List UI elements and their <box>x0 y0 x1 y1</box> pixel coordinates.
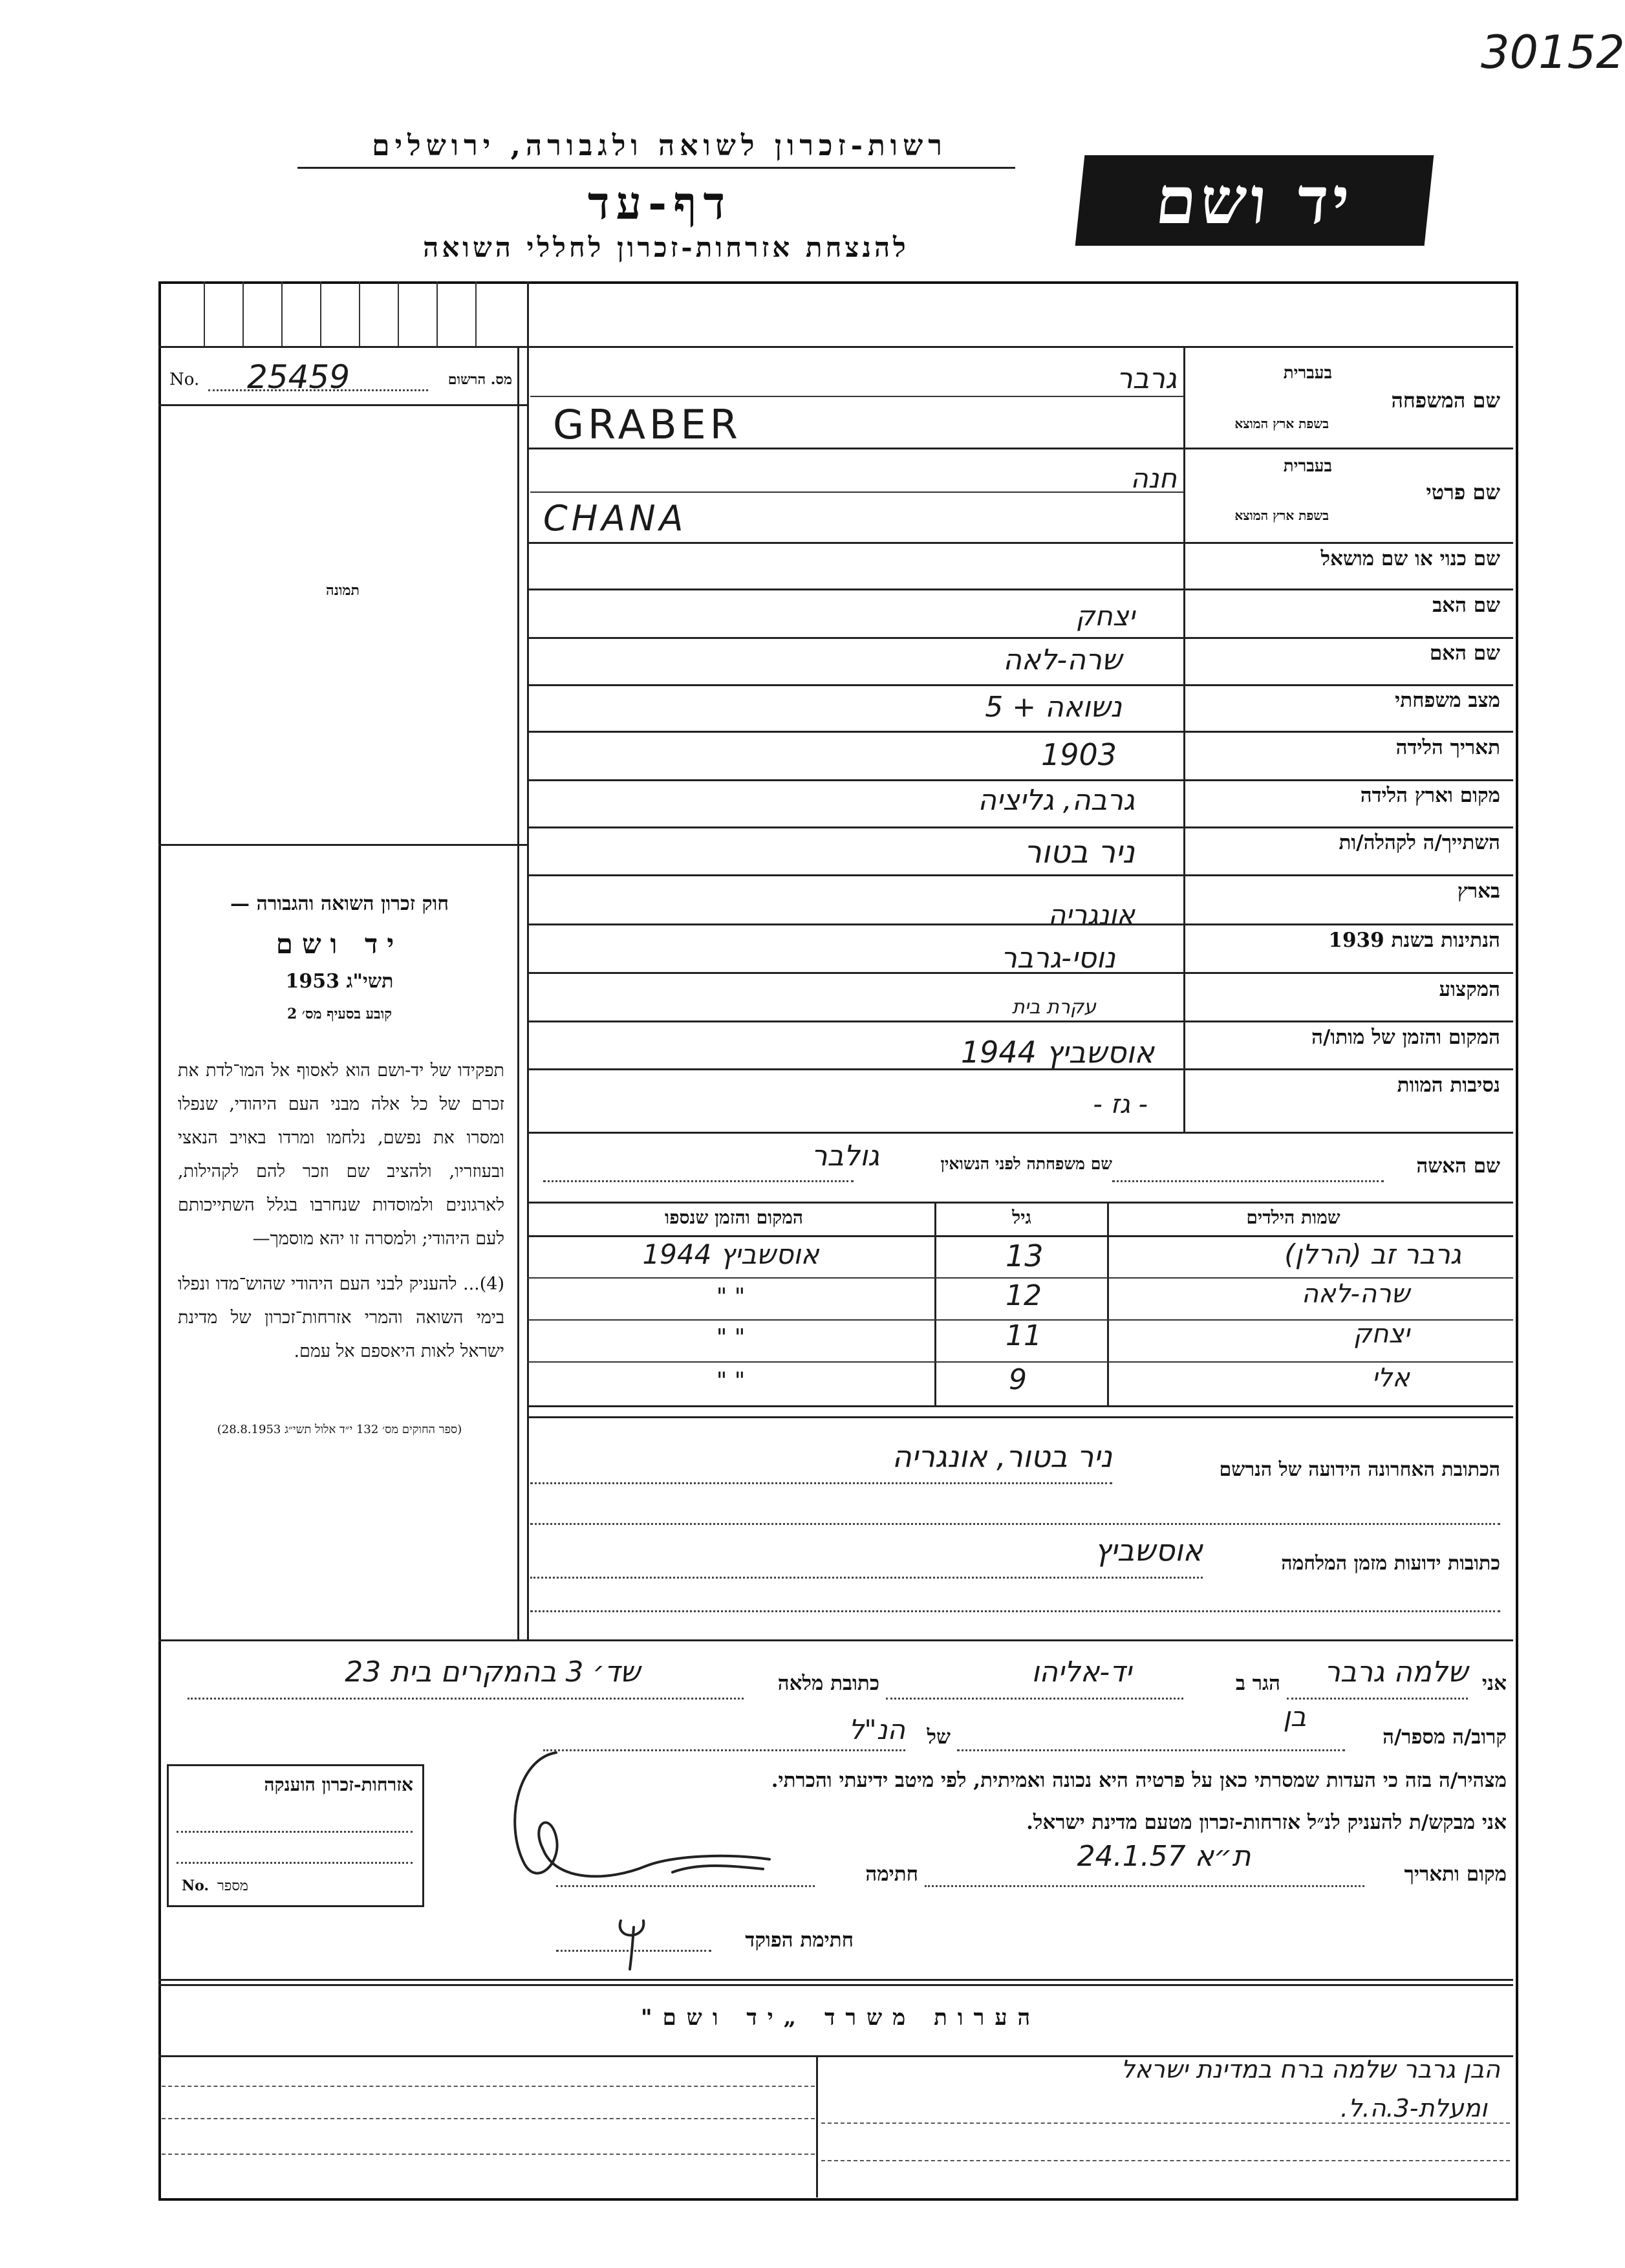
relative-value: בן <box>1283 1701 1306 1733</box>
family-name-sub-hebrew: בעברית <box>1283 363 1332 383</box>
form-title: דף-עד <box>587 176 732 230</box>
yad-vashem-logo <box>1075 155 1434 246</box>
authority-underline <box>297 167 1015 169</box>
family-name-sub-origin: בשפת ארץ המוצא <box>1234 416 1329 431</box>
logo-text: יד ושם <box>1152 162 1357 239</box>
form-subtitle: להנצחת אזרחות-זכרון לחללי השואה <box>423 232 909 263</box>
office-title: הערות משרד „יד ושם" <box>640 2005 1041 2031</box>
declaration-text-2: אני מבקש/ת להעניק לנ״ל אזרחות-זכרון מטעם מדינת ישראל. <box>1026 1811 1507 1834</box>
officer-signature <box>608 1901 660 1972</box>
row-line <box>527 1021 1513 1022</box>
declarant-name: שלמה גרבר <box>1324 1656 1468 1689</box>
first-name-bottom-line <box>527 542 1513 544</box>
registration-number-line <box>169 358 512 401</box>
reg-no-label: מס. הרשום <box>447 371 512 388</box>
reg-no-dots <box>208 389 428 391</box>
place-date-value: ת״א 24.1.57 <box>1077 1840 1251 1873</box>
wife-name-dots <box>1112 1180 1384 1182</box>
row-value-birthplace: גרבה, גליציה <box>978 784 1135 817</box>
strip-box-divider <box>398 281 399 346</box>
photo-top-line <box>158 404 527 406</box>
address-dots <box>188 1698 744 1700</box>
wife-maiden-label: שם משפחתה לפני הנשואין <box>940 1154 1112 1173</box>
wife-label: שם האשה <box>1416 1154 1500 1178</box>
row-value-profession: עקרת בית <box>1011 996 1096 1019</box>
row-line <box>527 779 1513 781</box>
left-panel-divider-inner <box>517 346 519 1639</box>
row-value-mother: שרה-לאה <box>1003 643 1122 676</box>
child-row-2-age: 12 <box>1006 1279 1042 1312</box>
last-address-value: ניר בטור, אונגריה <box>892 1439 1112 1474</box>
row-label-citizenship: הנתינות בשנת 1939 <box>1328 929 1500 952</box>
war-address-dots-2 <box>530 1610 1500 1612</box>
children-table-bottom-2 <box>527 1416 1513 1418</box>
place-date-label: מקום ותאריך <box>1404 1863 1507 1886</box>
row-label-country: בארץ <box>1457 880 1500 903</box>
children-header-line <box>527 1235 1513 1237</box>
last-address-dots-2 <box>530 1523 1500 1525</box>
row-value-death: אוסשביץ 1944 <box>960 1035 1154 1070</box>
children-table-bottom <box>527 1405 1513 1407</box>
label-column-divider <box>1183 346 1185 1132</box>
strip-box-divider <box>475 281 477 346</box>
row-label-father: שם האב <box>1432 594 1500 617</box>
declarant-ani-label: אני <box>1481 1672 1507 1695</box>
memorial-box-number-prefix: No. <box>182 1877 210 1894</box>
war-address-label: כתובות ידועות מזמן המלחמה <box>1281 1552 1500 1575</box>
wife-maiden-dots <box>543 1180 854 1182</box>
family-name-bottom-line <box>527 448 1513 449</box>
child-row-4-age: 9 <box>1009 1363 1027 1396</box>
law-section: קובע בסעיף מס׳ 2 <box>286 1006 393 1022</box>
child-row-4-place: " " <box>716 1368 746 1394</box>
lives-value: יד-אליהו <box>1031 1656 1132 1689</box>
signature-label: חתימה <box>865 1863 918 1886</box>
row-label-mother: שם האם <box>1429 642 1500 665</box>
office-note-1: הבן גרבר שלמה ברח במדינת ישראל <box>1121 2055 1500 2084</box>
family-name-hebrew: גרבר <box>1116 362 1177 395</box>
office-top-line-2 <box>158 1984 1513 1986</box>
office-row-line <box>162 2118 815 2119</box>
child-row-3-name: יצחק <box>1353 1319 1410 1349</box>
first-name-mid-line <box>530 491 1183 493</box>
first-name-label: שם פרטי <box>1426 480 1500 504</box>
children-col-divider <box>1107 1202 1109 1405</box>
office-row-line <box>162 2086 815 2087</box>
child-row-1-age: 13 <box>1006 1238 1044 1273</box>
row-label-birthplace: מקום וארץ הלידה <box>1360 784 1500 807</box>
reg-no-value: 25459 <box>247 358 350 396</box>
children-col-divider <box>934 1202 936 1405</box>
strip-box-divider <box>204 281 205 346</box>
top-strip-line <box>158 346 1513 348</box>
relative-label: קרוב/ה מספר/ה <box>1383 1725 1507 1749</box>
strip-box-divider <box>281 281 283 346</box>
family-name-label: שם המשפחה <box>1391 388 1500 413</box>
office-top-line <box>158 1979 1513 1981</box>
officer-signature-label: חתימת הפוקד <box>745 1928 854 1952</box>
law-paragraph-1: תפקידו של יד-ושם הוא לאסוף אל המו־לדת את זכרם של כל אלה מבני העם היהודי, שנפלו ומסרו את נפשם, נלחמו ומרדו באויב הנאצי ובעוזריו, ולהציב שם וזכר להם לקהילות, לארגונים ולמוסדות שנחרבו בגלל השתייכותם לעם היהודי; ולמסרה זו יהא מוסמך— <box>178 1061 504 1249</box>
children-table-top <box>527 1202 1513 1204</box>
strip-box-divider <box>242 281 244 346</box>
children-col-place: המקום והזמן שנספו <box>665 1207 803 1228</box>
children-col-names: שמות הילדים <box>1246 1207 1340 1228</box>
row-line <box>527 684 1513 686</box>
authority-line: רשות-זכרון לשואה ולגבורה, ירושלים <box>372 129 947 162</box>
corner-number: 30152 <box>1481 26 1625 79</box>
row-value-father: יצחק <box>1075 600 1135 632</box>
family-name-latin: GRABER <box>553 401 742 448</box>
of-value: הנ"ל <box>848 1714 905 1745</box>
children-row-line <box>527 1361 1513 1363</box>
row-line <box>527 731 1513 733</box>
photo-label: תמונה <box>326 582 360 599</box>
row-value-birthdate: 1903 <box>1041 737 1117 772</box>
memorial-box-title: אזרחות-זכרון הוענקה <box>264 1774 413 1795</box>
war-address-value: אוסשביץ <box>1094 1533 1203 1568</box>
reg-no-prefix: No. <box>169 370 200 389</box>
first-name-latin: CHANA <box>543 498 687 539</box>
law-title: חוק זכרון השואה והגבורה — <box>230 892 449 915</box>
row-label-nickname: שם כנוי או שם מושאל <box>1320 547 1500 570</box>
law-paragraph-2: (4)... להעניק לבני העם היהודי שהוש־מדו ונפלו בימי השואה והמרי אזרחות־זכרון של מדינת ישראל לאות היאספם אל עמם. <box>178 1274 504 1361</box>
declarant-name-dots <box>1287 1698 1468 1700</box>
strip-box-divider <box>359 281 360 346</box>
row-line <box>527 1068 1513 1070</box>
row-value-circumstances: - גז - <box>1093 1090 1148 1119</box>
law-footnote: (ספר החוקים מס׳ 132 י״ד אלול תשי״ג 28.8.1953) <box>217 1423 462 1436</box>
row-label-birthdate: תאריך הלידה <box>1395 736 1500 759</box>
row-line <box>527 1132 1513 1134</box>
child-row-2-name: שרה-לאה <box>1301 1279 1410 1309</box>
child-row-1-place: אוסשביץ 1944 <box>642 1238 819 1270</box>
family-name-mid-line <box>530 396 1183 397</box>
memorial-box-dots <box>177 1831 413 1833</box>
row-line <box>527 923 1513 925</box>
child-row-4-name: אלי <box>1372 1363 1410 1393</box>
address-label: כתובת מלאה <box>777 1672 879 1695</box>
row-label-marital: מצב משפחתי <box>1395 689 1500 712</box>
wife-maiden-value: גולבר <box>811 1139 879 1172</box>
law-name: יד ושם <box>275 928 404 960</box>
office-row-line <box>162 2154 815 2155</box>
child-row-2-place: " " <box>716 1284 746 1310</box>
strip-box-divider <box>320 281 321 346</box>
row-label-circumstances: נסיבות המוות <box>1397 1074 1500 1097</box>
row-line <box>527 589 1513 590</box>
left-panel-divider <box>527 281 529 1639</box>
row-label-community: השתייך/ה לקהלה/ות <box>1339 831 1500 854</box>
child-row-3-age: 11 <box>1006 1319 1042 1352</box>
row-line <box>527 972 1513 974</box>
row-line <box>527 637 1513 639</box>
declaration-text-1: מצהיר/ה בזה כי העדות שמסרתי כאן על פרטיה היא נכונה ואמיתית, לפי מיטב ידיעתי והכרתי. <box>771 1769 1507 1792</box>
first-name-sub-origin: בשפת ארץ המוצא <box>1234 508 1329 523</box>
strip-box-divider <box>436 281 438 346</box>
memorial-box-number-label: מספר <box>217 1878 248 1894</box>
first-name-hebrew: חנה <box>1130 462 1177 494</box>
first-name-sub-hebrew: בעברית <box>1283 457 1332 476</box>
declarant-signature <box>479 1733 841 1921</box>
declaration-top-line <box>158 1639 1513 1641</box>
address-value: שד׳ 3 בהמקרים בית 23 <box>345 1656 640 1689</box>
last-address-dots <box>530 1482 1112 1484</box>
office-row-line <box>821 2122 1510 2124</box>
children-row-line <box>527 1277 1513 1279</box>
row-value-marital: נשואה + 5 <box>985 691 1122 724</box>
row-line <box>527 874 1513 876</box>
place-date-dots <box>925 1885 1364 1887</box>
row-value-community: ניר בטור <box>1024 834 1135 870</box>
row-value-citizenship: נוסי-גרבר <box>1000 942 1115 975</box>
lives-dots <box>886 1698 1183 1700</box>
row-value-country: אונגריה <box>1048 899 1135 931</box>
photo-bottom-line <box>158 844 527 846</box>
office-note-2: ומעלת-3.ה.ל. <box>1340 2094 1487 2122</box>
memorial-citizenship-box <box>167 1764 424 1907</box>
memorial-box-dots <box>177 1862 413 1864</box>
war-address-dots <box>530 1577 1203 1579</box>
row-line <box>527 826 1513 828</box>
law-year: תשי"ג 1953 <box>285 970 394 993</box>
office-col-divider <box>816 2055 818 2198</box>
of-label: של <box>927 1725 951 1749</box>
lives-label: הגר ב <box>1235 1672 1280 1695</box>
child-row-3-place: " " <box>716 1324 746 1351</box>
child-row-1-name: גרבר זב (הרלן) <box>1284 1238 1461 1270</box>
children-col-age: גיל <box>1012 1207 1031 1228</box>
last-address-label: הכתובת האחרונה הידועה של הנרשם <box>1219 1458 1500 1481</box>
office-row-line <box>821 2160 1510 2161</box>
row-label-death: המקום והזמן של מותו/ה <box>1311 1026 1500 1049</box>
row-label-profession: המקצוע <box>1439 978 1500 1001</box>
relative-dots <box>957 1749 1345 1751</box>
